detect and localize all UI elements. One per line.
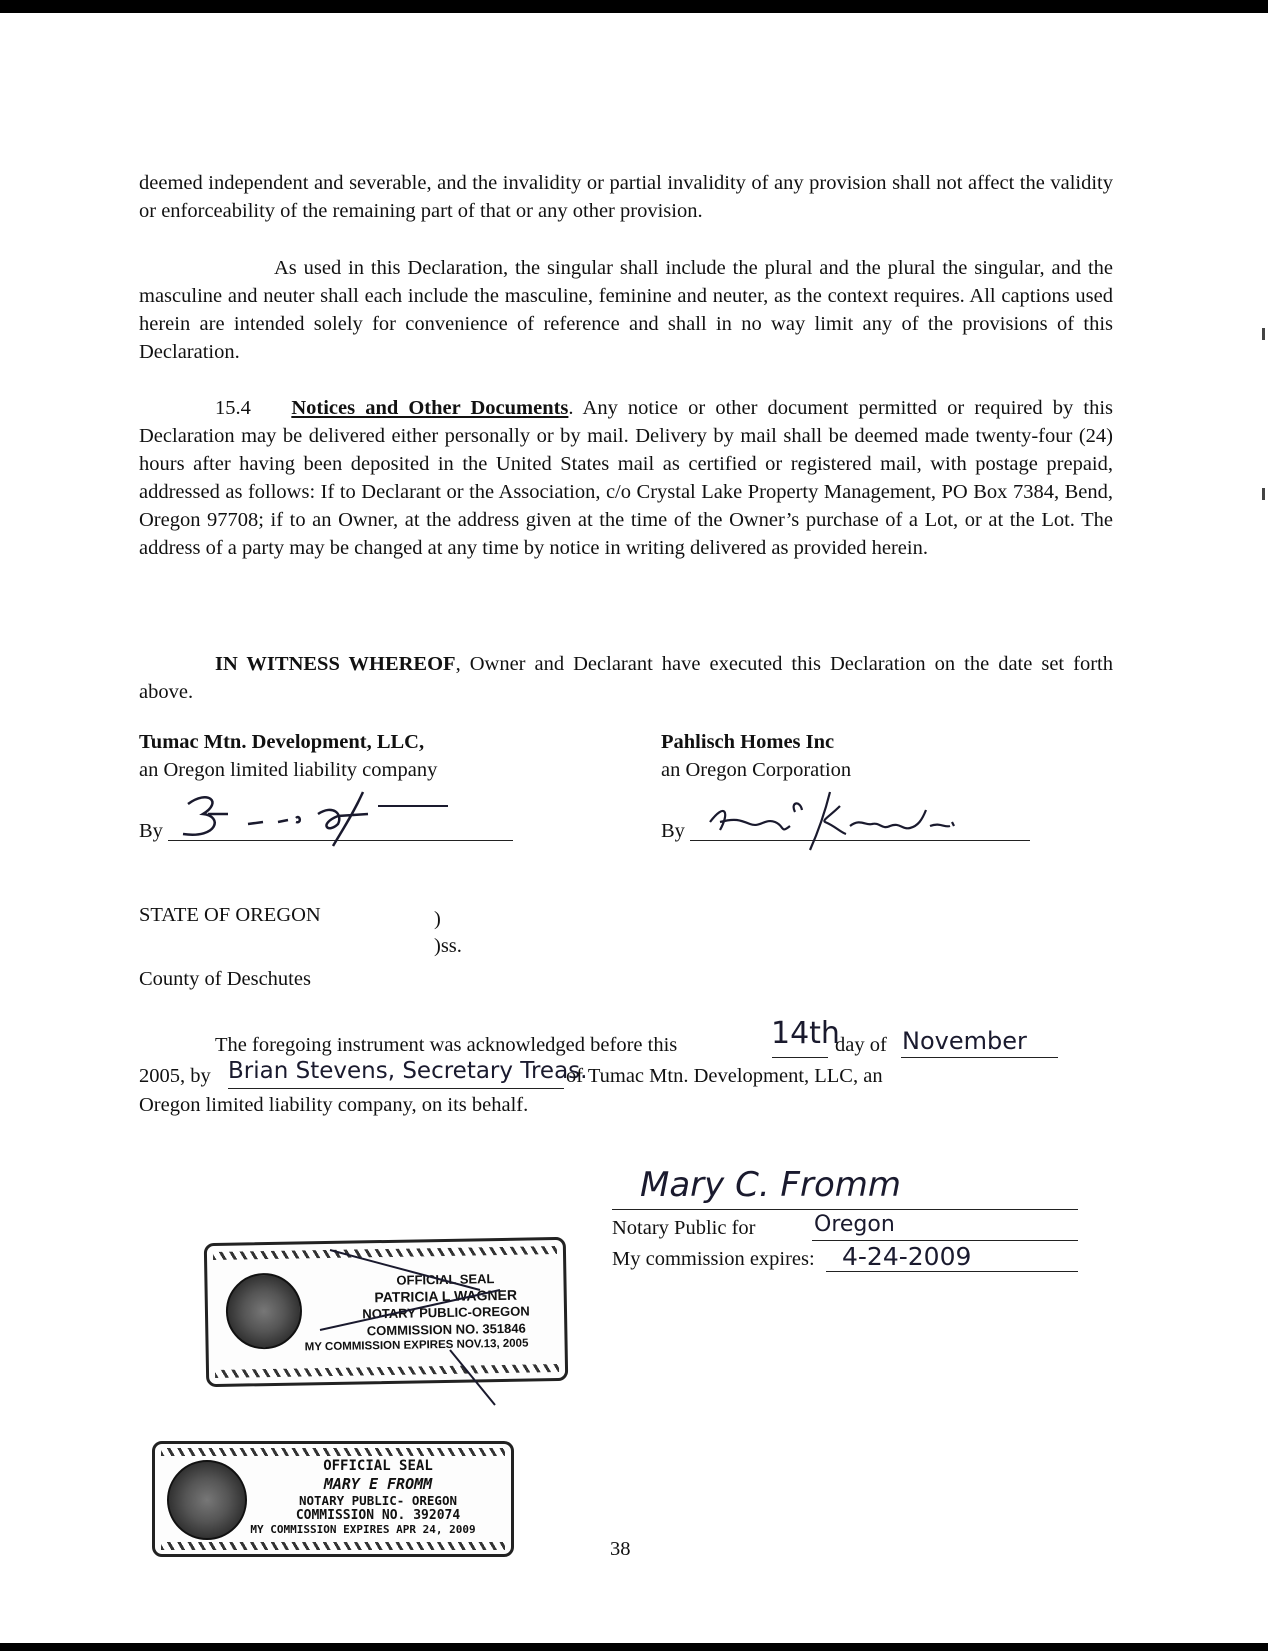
- scan-edge-mark: [1262, 488, 1265, 500]
- witness-paragraph: [139, 650, 1113, 706]
- notary-signature-line: [612, 1209, 1078, 1210]
- section-number: 15.4: [215, 397, 251, 419]
- ack-by-value: Brian Stevens, Secretary Treas.: [228, 1058, 588, 1084]
- left-signatory: [139, 728, 437, 784]
- right-signatory-name: Pahlisch Homes Inc: [661, 731, 835, 753]
- right-by-label: By: [661, 820, 685, 842]
- right-signatory-desc: an Oregon Corporation: [661, 759, 852, 781]
- witness-heading: IN WITNESS WHEREOF: [215, 653, 456, 675]
- notary-expires-line: [826, 1271, 1078, 1272]
- signature-flourish-over-seal: [300, 1230, 520, 1410]
- venue-county: County of Deschutes: [139, 968, 311, 990]
- section-title: Notices and Other Documents: [291, 397, 569, 419]
- notary-seal-fromm: [152, 1441, 514, 1557]
- ack-line2-b: of Tumac Mtn. Development, LLC, an: [566, 1065, 883, 1087]
- right-signature-mark: [690, 782, 1010, 854]
- seal2-line4: COMMISSION NO. 392074: [295, 1508, 461, 1523]
- scan-bottom-border: [0, 1643, 1268, 1651]
- scan-edge-mark: [1262, 328, 1265, 340]
- notices-paragraph: [139, 394, 1113, 562]
- notary-state-line: [812, 1240, 1078, 1241]
- venue-ss: )ss.: [434, 935, 462, 957]
- left-signatory-desc: an Oregon limited liability company: [139, 759, 438, 781]
- seal1-line1: OFFICIAL SEAL: [396, 1271, 495, 1288]
- seal1-line2: PATRICIA L WAGNER: [374, 1286, 518, 1306]
- seal2-line2: MARY E FROMM: [323, 1475, 433, 1493]
- page-number: 38: [610, 1538, 631, 1560]
- notary-state-value: Oregon: [814, 1212, 895, 1237]
- ack-month-value: November: [902, 1027, 1027, 1055]
- ack-line3: Oregon limited liability company, on its behalf.: [139, 1094, 529, 1116]
- notices-body: . Any notice or other document permitted or required by this Declaration may be delivered either personally or by mail. Delivery by mail shall be deemed made twenty-four (24) hours after having been deposited in the United States mail as certified or registered mail, with postage prepaid, addressed as follows: If to Declarant or the Association, c/o Crystal Lake Property Management, PO Box 7384, Bend, Oregon 97708; if to an Owner, at the address given at the time of the Owner’s purchase of a Lot, or at the Lot. The address of a party may be changed at any time by notice in writing delivered as provided herein.: [139, 397, 1113, 559]
- ack-line2-a: 2005, by: [139, 1065, 211, 1087]
- oregon-state-seal-icon: [225, 1272, 302, 1349]
- scan-top-border: [0, 0, 1268, 13]
- notary-expires-value: 4-24-2009: [842, 1242, 972, 1271]
- notary-expires-label: My commission expires:: [612, 1248, 815, 1270]
- seal2-line1: OFFICIAL SEAL: [323, 1458, 433, 1474]
- venue-paren: ): [434, 908, 441, 930]
- seal1-line4: COMMISSION NO. 351846: [366, 1320, 526, 1339]
- seal1-line3: NOTARY PUBLIC-OREGON: [362, 1303, 530, 1322]
- severability-paragraph: deemed independent and severable, and the invalidity or partial invalidity of any provision shall not affect the validity or enforceability of the remaining part of that or any other provision.: [139, 172, 1113, 222]
- right-signatory: [661, 728, 851, 784]
- construction-paragraph: As used in this Declaration, the singular shall include the plural and the plural the singular, and the masculine and neuter shall each include the masculine, feminine and neuter, as the context requires. All captions used herein are intended solely for convenience of reference and shall in no way limit any of the provisions of this Declaration.: [139, 257, 1113, 363]
- left-signatory-name: Tumac Mtn. Development, LLC,: [139, 731, 425, 753]
- seal1-line5: MY COMMISSION EXPIRES NOV.13, 2005: [304, 1337, 529, 1354]
- ack-by-line: [228, 1088, 564, 1089]
- ack-line1-a: The foregoing instrument was acknowledged before this: [215, 1034, 678, 1056]
- ack-month-line: [901, 1057, 1058, 1058]
- notary-public-for-label: Notary Public for: [612, 1217, 756, 1239]
- left-signature-mark: [168, 784, 498, 848]
- venue-state: STATE OF OREGON: [139, 904, 321, 926]
- witness-body: , Owner and Declarant have executed this Declaration on the date set forth above.: [139, 653, 1113, 703]
- left-by-label: By: [139, 820, 163, 842]
- seal2-line5: MY COMMISSION EXPIRES APR 24, 2009: [250, 1523, 476, 1536]
- ack-line1-b: day of: [835, 1034, 887, 1056]
- seal2-line3: NOTARY PUBLIC- OREGON: [298, 1493, 458, 1508]
- notary-signature: Mary C. Fromm: [640, 1165, 902, 1205]
- ack-day-value: 14th: [771, 1016, 840, 1051]
- ack-day-line: [772, 1057, 828, 1058]
